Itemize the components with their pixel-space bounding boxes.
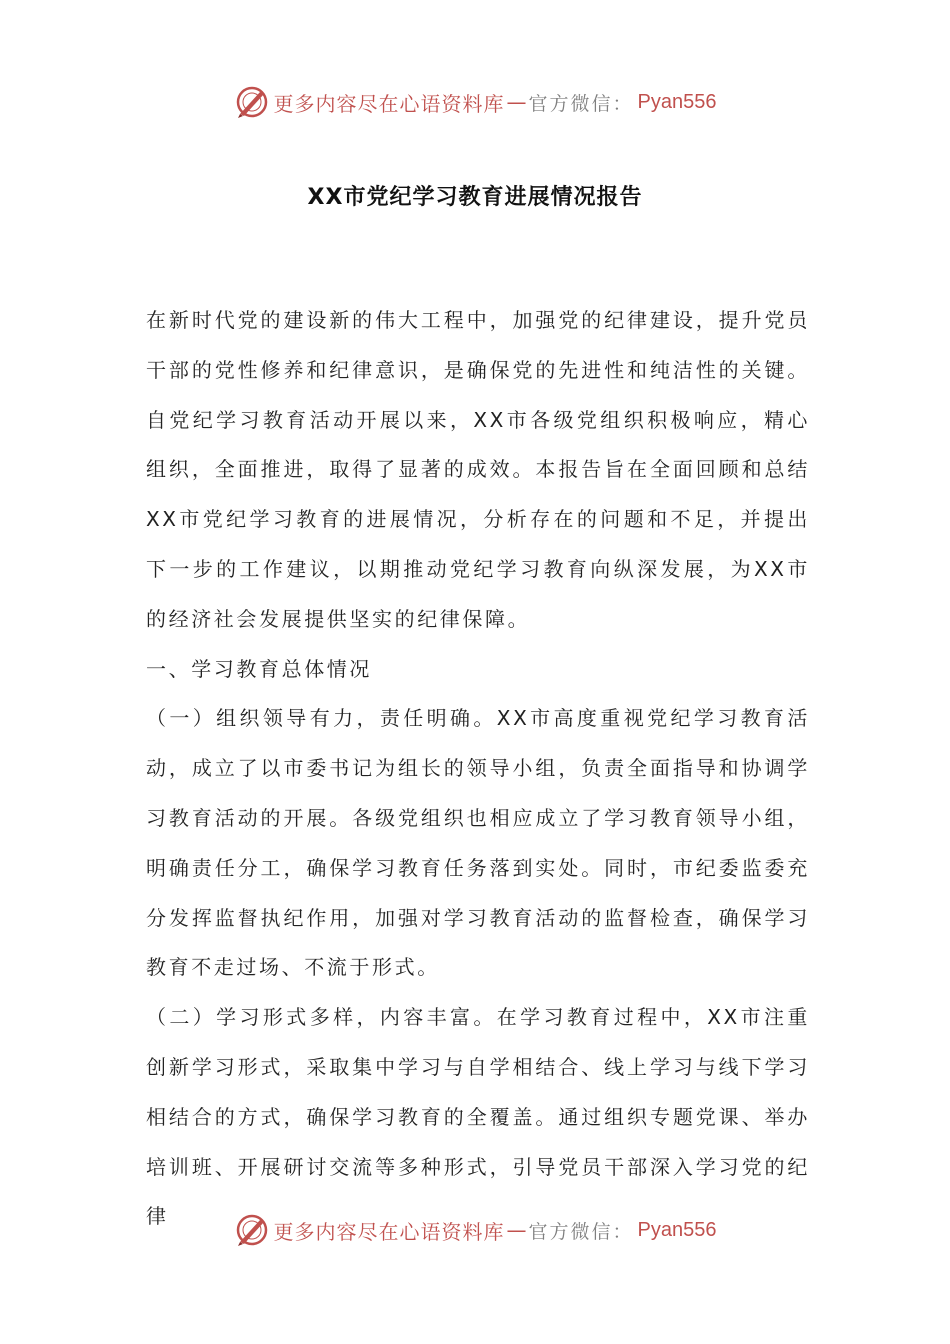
pen-logo-icon: [234, 1212, 270, 1248]
watermark-brand-text: 更多内容尽在心语资料库: [273, 1219, 505, 1244]
pen-logo-icon: [234, 84, 270, 120]
document-body: [146, 296, 810, 1242]
subsection-paragraph: （一）组织领导有力，责任明确。XX市高度重视党纪学习教育活动，成立了以市委书记为组长的领导小组，负责全面指导和协调学习教育活动的开展。各级党组织也相应成立了学习教育领导小组，明确责任分工，确保学习教育任务落到实处。同时，市纪委监委充分发挥监督执纪作用，加强对学习教育活动的监督检查，确保学习教育不走过场、不流于形式。: [146, 706, 810, 980]
watermark-dash: —: [506, 1218, 527, 1242]
watermark-wechat-id: Pyan556: [637, 90, 717, 113]
intro-paragraph: 在新时代党的建设新的伟大工程中，加强党的纪律建设，提升党员干部的党性修养和纪律意识，是确保党的先进性和纯洁性的关键。自党纪学习教育活动开展以来，XX市各级党组织积极响应，精心组织，全面推进，取得了显著的成效。本报告旨在全面回顾和总结XX市党纪学习教育的进展情况，分析存在的问题和不足，并提出下一步的工作建议，以期推动党纪学习教育向纵深发展，为XX市的经济社会发展提供坚实的纪律保障。: [146, 308, 810, 631]
watermark-official-label: 官方微信：: [528, 1220, 634, 1243]
subsection-paragraph: （二）学习形式多样，内容丰富。在学习教育过程中，XX市注重创新学习形式，采取集中学习与自学相结合、线上学习与线下学习相结合的方式，确保学习教育的全覆盖。通过组织专题党课、举办培训班、开展研讨交流等多种形式，引导党员干部深入学习党的纪律: [146, 1005, 810, 1229]
footer-watermark: [0, 1210, 950, 1250]
watermark-wechat-id: Pyan556: [637, 1218, 717, 1241]
header-watermark: [0, 82, 950, 122]
watermark-brand-text: 更多内容尽在心语资料库: [273, 91, 505, 116]
document-title: XX市党纪学习教育进展情况报告: [307, 185, 643, 210]
watermark-dash: —: [506, 90, 527, 114]
watermark-official-label: 官方微信：: [528, 92, 634, 115]
section-heading: 一、学习教育总体情况: [146, 656, 372, 681]
